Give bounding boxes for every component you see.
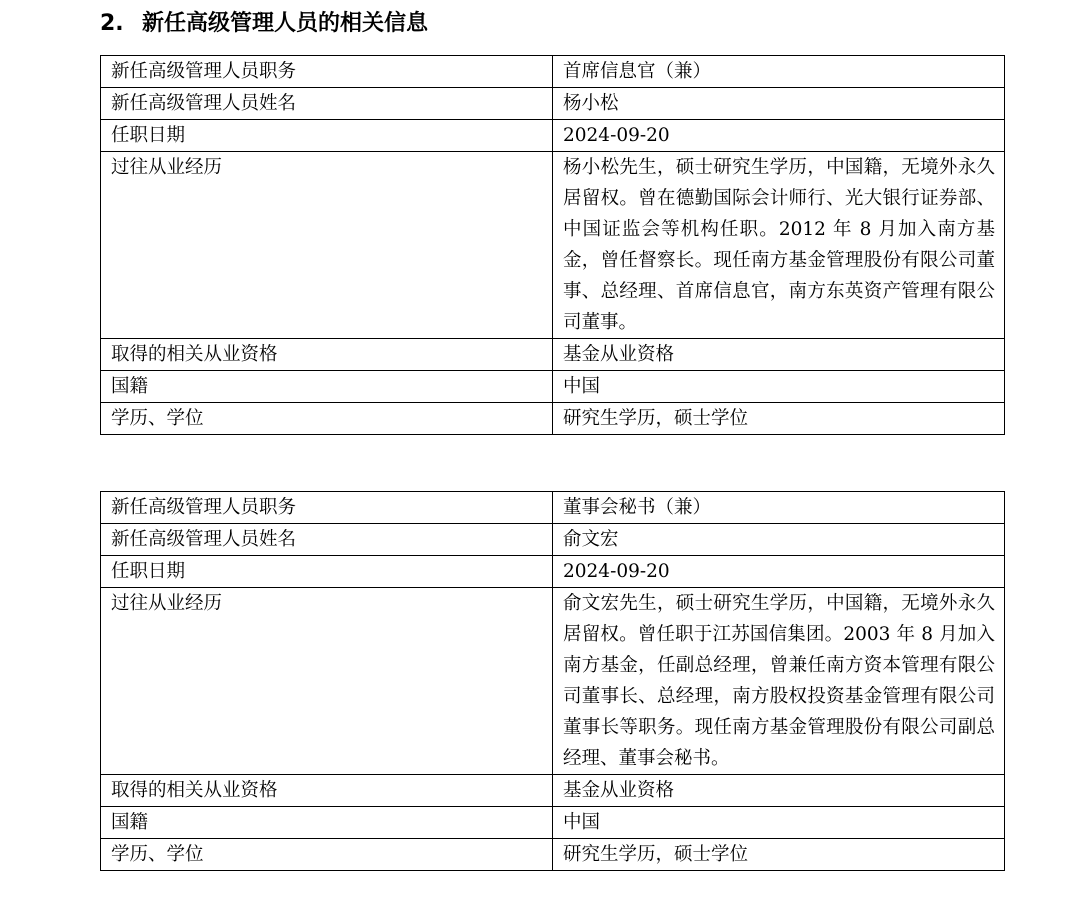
name-label: 新任高级管理人员姓名 [101,524,553,556]
table-row-nationality [101,371,1005,403]
name-value: 俞文宏 [553,524,1005,556]
qualification-label: 取得的相关从业资格 [101,339,553,371]
table-row-name [101,88,1005,120]
date-label: 任职日期 [101,120,553,152]
qualification-label: 取得的相关从业资格 [101,775,553,807]
table-row-date [101,556,1005,588]
table-row-experience [101,588,1005,775]
qualification-value: 基金从业资格 [553,775,1005,807]
education-value: 研究生学历，硕士学位 [553,839,1005,871]
section-title: 新任高级管理人员的相关信息 [142,11,429,36]
table-row-qualification [101,775,1005,807]
experience-label: 过往从业经历 [101,588,553,775]
education-value: 研究生学历，硕士学位 [553,403,1005,435]
name-label: 新任高级管理人员姓名 [101,88,553,120]
experience-label: 过往从业经历 [101,152,553,339]
date-value: 2024-09-20 [553,556,1005,588]
position-label: 新任高级管理人员职务 [101,56,553,88]
section-number: 2. [100,11,124,36]
officer-info-table-2 [100,491,1005,871]
education-label: 学历、学位 [101,403,553,435]
experience-value: 俞文宏先生，硕士研究生学历，中国籍，无境外永久居留权。曾任职于江苏国信集团。2003 年 8 月加入南方基金，任副总经理，曾兼任南方资本管理有限公司董事长、总经理，南方股权投资基金管理有限公司董事长等职务。现任南方基金管理股份有限公司副总经理、董事会秘书。 [553,588,1005,775]
section-heading [100,6,428,42]
table-row-date [101,120,1005,152]
qualification-value: 基金从业资格 [553,339,1005,371]
table-row-education [101,403,1005,435]
nationality-label: 国籍 [101,807,553,839]
officer-info-table-1 [100,55,1005,435]
position-value: 董事会秘书（兼） [553,492,1005,524]
position-value: 首席信息官（兼） [553,56,1005,88]
education-label: 学历、学位 [101,839,553,871]
nationality-value: 中国 [553,807,1005,839]
table-row-qualification [101,339,1005,371]
table-row-experience [101,152,1005,339]
date-label: 任职日期 [101,556,553,588]
table-row-education [101,839,1005,871]
nationality-label: 国籍 [101,371,553,403]
table-row-position [101,56,1005,88]
experience-value: 杨小松先生，硕士研究生学历，中国籍，无境外永久居留权。曾在德勤国际会计师行、光大银行证券部、中国证监会等机构任职。2012 年 8 月加入南方基金，曾任督察长。现任南方基金管理股份有限公司董事、总经理、首席信息官，南方东英资产管理有限公司董事。 [553,152,1005,339]
position-label: 新任高级管理人员职务 [101,492,553,524]
table-row-nationality [101,807,1005,839]
date-value: 2024-09-20 [553,120,1005,152]
nationality-value: 中国 [553,371,1005,403]
table-row-name [101,524,1005,556]
name-value: 杨小松 [553,88,1005,120]
table-row-position [101,492,1005,524]
